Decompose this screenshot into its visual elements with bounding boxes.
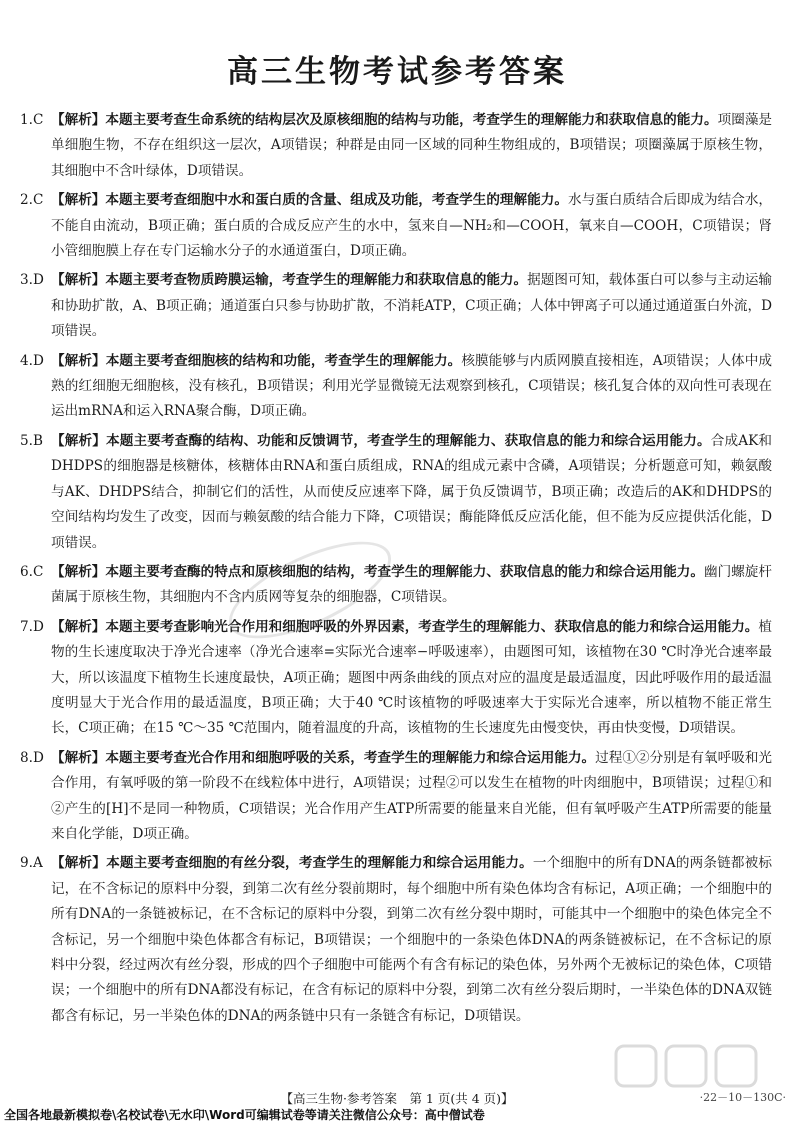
answer-focus: 本题主要考查酶的特点和原核细胞的结构，考查学生的理解能力、获取信息的能力和综合运用能力。	[105, 563, 704, 580]
analysis-tag: 【解析】	[51, 112, 106, 128]
answer-focus: 本题主要考查物质跨膜运输，考查学生的理解能力和获取信息的能力。	[105, 272, 528, 289]
answer-item	[20, 349, 772, 425]
answer-number: 2.C	[20, 192, 44, 209]
answer-focus: 本题主要考查光合作用和细胞呼吸的关系，考查学生的理解能力和综合运用能力。	[105, 749, 596, 766]
answer-text: 合成AK和DHDPS的细胞器是核糖体，核糖体由RNA和蛋白质组成，RNA的组成元素中含磷，A项错误；分析题意可知，赖氨酸与AK、DHDPS结合，抑制它们的活性，从而使反应速率下降，属于负反馈调节，B项正确；改造后的AK和DHDPS的空间结构均发生了改变，因而与赖氨酸的结合能力下降，C项错误；酶能降低反应活化能，但不能为反应提供活化能，D项错误。	[51, 432, 772, 551]
answer-item	[20, 108, 772, 184]
answer-body	[51, 429, 772, 556]
answer-number: 7.D	[20, 618, 44, 635]
analysis-tag: 【解析】	[51, 432, 106, 449]
answer-text: 水与蛋白质结合后即成为结合水，不能自由流动，B项正确；蛋白质的合成反应产生的水中，氢来自—NH₂和—COOH，氧来自—COOH，C项错误；肾小管细胞膜上存在专门运输水分子的水通道蛋白，D项正确。	[51, 192, 773, 260]
answer-item	[20, 188, 772, 264]
answer-focus: 本题主要考查生命系统的结构层次及原核细胞的结构与功能，考查学生的理解能力和获取信息的能力。	[105, 112, 718, 128]
answer-body	[51, 268, 772, 344]
analysis-tag: 【解析】	[51, 352, 106, 369]
answer-item	[20, 851, 772, 1029]
answer-body	[51, 349, 772, 425]
answer-number: 8.D	[20, 749, 44, 766]
answer-focus: 本题主要考查细胞中水和蛋白质的含量、组成及功能，考查学生的理解能力。	[105, 192, 568, 209]
answer-number: 1.C	[20, 112, 44, 128]
answer-text: 项圈藻是单细胞生物，不存在组织这一层次，A项错误；种群是由同一区域的同种生物组成的，B项错误；项圈藻属于原核生物，其细胞中不含叶绿体，D项错误。	[51, 112, 773, 179]
answer-text: 过程①②分别是有氧呼吸和光合作用，有氧呼吸的第一阶段不在线粒体中进行，A项错误；过程②可以发生在植物的叶肉细胞中，B项错误；过程①和②产生的[H]不是同一种物质，C项错误；光合作用产生ATP所需要的能量来自光能，但有氧呼吸产生ATP所需要的能量来自化学能，D项正确。	[51, 749, 773, 842]
answer-number: 3.D	[20, 272, 44, 289]
answer-body	[51, 746, 772, 848]
analysis-tag: 【解析】	[51, 192, 106, 209]
answer-body	[51, 188, 772, 264]
answer-number: 5.B	[20, 432, 43, 449]
answer-text: 核膜能够与内质网膜直接相连，A项错误；人体中成熟的红细胞无细胞核，没有核孔，B项错误；利用光学显微镜无法观察到核孔，C项错误；核孔复合体的双向性可表现在运出mRNA和运入RNA聚合酶，D项正确。	[51, 352, 773, 420]
footer-notice: 全国各地最新模拟卷\名校试卷\无水印\Word可编辑试卷等请关注微信公众号：高中僧试卷	[4, 1108, 485, 1122]
answer-item	[20, 746, 772, 848]
analysis-tag: 【解析】	[51, 749, 106, 766]
answer-text: 植物的生长速度取决于净光合速率（净光合速率=实际光合速率−呼吸速率），由题图可知，该植物在30 ℃时净光合速率最大，所以该温度下植物生长速度最快，A项正确；题图中两条曲线的顶点对应的温度是最适温度，因此呼吸作用的最适温度明显大于光合作用的最适温度，B项正确；大于40 ℃时该植物的呼吸速率大于实际光合速率，所以植物不能正常生长，C项正确；在15 ℃～35 ℃范围内，随着温度的升高，该植物的生长速度先由慢变快，再由快变慢，D项错误。	[51, 618, 773, 737]
answer-focus: 本题主要考查细胞核的结构和功能，考查学生的理解能力。	[105, 352, 462, 369]
answer-focus: 本题主要考查酶的结构、功能和反馈调节，考查学生的理解能力、获取信息的能力和综合运用能力。	[105, 432, 711, 449]
answer-text: 幽门螺旋杆菌属于原核生物，其细胞内不含内质网等复杂的细胞器，C项错误。	[51, 563, 773, 606]
answer-item	[20, 560, 772, 611]
answer-item	[20, 429, 772, 556]
document-code: ·22－10－130C·	[699, 1091, 786, 1104]
answer-body	[51, 615, 772, 742]
answer-focus: 本题主要考查细胞的有丝分裂，考查学生的理解能力和综合运用能力。	[106, 855, 533, 872]
answer-body	[51, 560, 772, 611]
answer-body	[51, 108, 772, 184]
watermark-logo	[612, 1040, 762, 1096]
analysis-tag: 【解析】	[51, 618, 106, 635]
answer-focus: 本题主要考查影响光合作用和细胞呼吸的外界因素，考查学生的理解能力、获取信息的能力和综合运用能力。	[105, 618, 759, 635]
answer-item	[20, 268, 772, 344]
analysis-tag: 【解析】	[51, 272, 106, 289]
answer-text: 一个细胞中的所有DNA的两条链都被标记，在不含标记的原料中分裂，到第二次有丝分裂前期时，每个细胞中所有染色体均含有标记，A项正确；一个细胞中的所有DNA的一条链被标记，在不含标记的原料中分裂，到第二次有丝分裂中期时，可能其中一个细胞中的染色体完全不含标记，另一个细胞中染色体都含有标记，B项错误；一个细胞中的一条染色体DNA的两条链被标记，在不含标记的原料中分裂，经过两次有丝分裂，形成的四个子细胞中可能两个有含有标记的染色体，另外两个无被标记的染色体，C项错误；一个细胞中的所有DNA都没有标记，在含有标记的原料中分裂，到第二次有丝分裂后期时，一半染色体的DNA双链都含有标记，另一半染色体的DNA的两条链中只有一条链含有标记，D项错误。	[51, 855, 773, 1024]
answer-list	[20, 108, 772, 1033]
answer-body	[51, 851, 772, 1029]
analysis-tag: 【解析】	[51, 563, 106, 580]
answer-number: 4.D	[20, 352, 44, 369]
analysis-tag: 【解析】	[51, 855, 107, 872]
answer-number: 6.C	[20, 563, 44, 580]
page-title: 高三生物考试参考答案	[227, 54, 567, 90]
answer-item	[20, 615, 772, 742]
page-footer: 【高三生物·参考答案 第 1 页(共 4 页)】	[280, 1091, 514, 1106]
answer-text: 据题图可知，载体蛋白可以参与主动运输和协助扩散，A、B项正确；通道蛋白只参与协助扩散，不消耗ATP，C项正确；人体中钾离子可以通过通道蛋白外流，D项错误。	[51, 272, 773, 340]
answer-number: 9.A	[20, 855, 43, 872]
